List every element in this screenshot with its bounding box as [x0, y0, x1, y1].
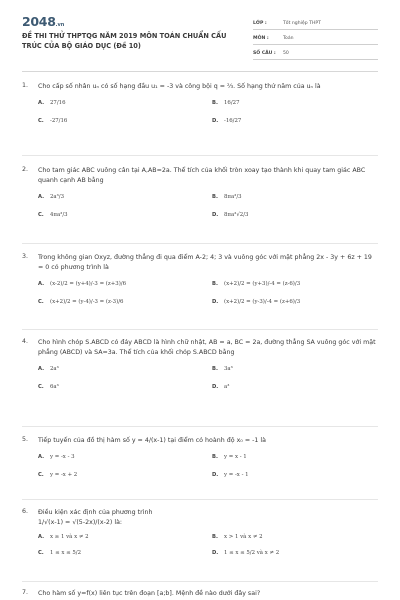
- option-a[interactable]: [38, 194, 212, 200]
- option-value: 1 ≤ x ≤ 5/2: [50, 550, 82, 556]
- option-value: (x+2)/2 = (y-3)/-4 = (z+6)/3: [224, 299, 301, 305]
- site-logo[interactable]: [22, 14, 64, 29]
- option-label: A.: [38, 281, 45, 287]
- question-2: [22, 166, 378, 218]
- question-number: 7.: [22, 589, 29, 596]
- option-d[interactable]: [212, 118, 386, 124]
- question-text-line1: Điều kiện xác định của phương trình: [38, 509, 153, 516]
- option-c[interactable]: [38, 550, 212, 556]
- answer-options: [38, 366, 378, 390]
- option-label: B.: [212, 366, 218, 372]
- exam-title: ĐỀ THI THỬ THPTQG NĂM 2019 MÔN TOÁN CHUẨN CẤU TRÚC CỦA BỘ GIÁO DỤC (Đề 10): [22, 32, 227, 50]
- logo-suffix: .vn: [55, 22, 65, 28]
- question-number: 4.: [22, 338, 29, 345]
- question-text: Trong không gian Oxyz, đường thẳng đi qua điểm A-2; 4; 3 và vuông góc với mặt phẳng 2x - 3y + 6z + 19 = 0 có phương trình là: [38, 254, 372, 271]
- option-c[interactable]: [38, 299, 212, 305]
- option-b[interactable]: [212, 194, 386, 200]
- option-value: (x-2)/2 = (y+4)/-3 = (z+3)/6: [50, 281, 127, 287]
- option-label: A.: [38, 194, 45, 200]
- option-value: 1 ≤ x ≤ 5/2 và x ≠ 2: [224, 550, 280, 556]
- option-value: 16/27: [224, 100, 240, 106]
- question-divider: [22, 329, 378, 330]
- option-value: y = -x + 2: [50, 472, 78, 478]
- option-b[interactable]: [212, 281, 386, 287]
- option-c[interactable]: [38, 472, 212, 478]
- option-value: y = -x - 3: [50, 454, 75, 460]
- option-label: D.: [212, 550, 219, 556]
- option-label: B.: [212, 281, 218, 287]
- option-value: -16/27: [224, 118, 242, 124]
- option-label: C.: [38, 299, 44, 305]
- option-b[interactable]: [212, 454, 386, 460]
- option-label: D.: [212, 118, 219, 124]
- option-label: C.: [38, 212, 44, 218]
- option-label: A.: [38, 100, 45, 106]
- meta-value: Tốt nghiệp THPT: [283, 21, 321, 26]
- option-label: A.: [38, 454, 45, 460]
- option-value: (x+2)/2 = (y-4)/-3 = (z-3)/6: [50, 299, 124, 305]
- question-text: Cho hàm số y=f(x) liên tục trên đoạn [a;b]. Mệnh đề nào dưới đây sai?: [38, 590, 261, 597]
- exam-meta: [253, 15, 378, 60]
- question-text-line2: 1/√(x-1) = √(5-2x)/(x-2) là:: [38, 519, 123, 526]
- question-number: 3.: [22, 253, 29, 260]
- option-d[interactable]: [212, 212, 386, 218]
- option-value: 2a³/3: [50, 194, 65, 200]
- option-label: B.: [212, 100, 218, 106]
- meta-key: LỚP :: [253, 21, 267, 26]
- option-value: 8πa³/3: [224, 194, 242, 200]
- question-divider: [22, 155, 378, 156]
- option-d[interactable]: [212, 550, 386, 556]
- question-7: [22, 589, 378, 599]
- option-c[interactable]: [38, 118, 212, 124]
- option-b[interactable]: [212, 100, 386, 106]
- option-c[interactable]: [38, 212, 212, 218]
- option-value: a³: [224, 384, 230, 390]
- answer-options: [38, 281, 378, 305]
- option-label: B.: [212, 534, 218, 540]
- meta-row-subject: [253, 30, 378, 45]
- answer-options: [38, 454, 378, 478]
- question-text: Tiếp tuyến của đồ thị hàm số y = 4/(x-1) tại điểm có hoành độ x₀ = -1 là: [38, 437, 266, 444]
- question-number: 6.: [22, 508, 29, 515]
- option-label: C.: [38, 118, 44, 124]
- option-value: y = x - 1: [224, 454, 247, 460]
- option-a[interactable]: [38, 366, 212, 372]
- option-value: 8πa³√2/3: [224, 212, 249, 218]
- option-label: B.: [212, 454, 218, 460]
- question-divider: [22, 243, 378, 244]
- option-label: D.: [212, 384, 219, 390]
- option-label: D.: [212, 472, 219, 478]
- option-label: A.: [38, 366, 45, 372]
- question-divider: [22, 499, 378, 500]
- option-a[interactable]: [38, 534, 212, 540]
- question-number: 5.: [22, 436, 29, 443]
- question-4: [22, 338, 378, 390]
- meta-key: SỐ CÂU :: [253, 51, 276, 56]
- question-1: [22, 82, 378, 124]
- option-value: (x+2)/2 = (y+3)/-4 = (z-6)/3: [224, 281, 301, 287]
- question-number: 2.: [22, 166, 29, 173]
- question-divider: [22, 426, 378, 427]
- option-value: x > 1 và x ≠ 2: [224, 534, 263, 540]
- option-label: C.: [38, 472, 44, 478]
- header-divider: [22, 71, 378, 72]
- meta-row-class: [253, 15, 378, 30]
- option-value: 3a³: [224, 366, 233, 372]
- question-divider: [22, 581, 378, 582]
- question-number: 1.: [22, 82, 29, 89]
- question-text: Cho hình chóp S.ABCD có đáy ABCD là hình chữ nhật, AB = a, BC = 2a, đường thẳng SA vuông góc với mặt phẳng (ABCD) và SA=3a. Thể tích của khối chóp S.ABCD bằng: [38, 339, 376, 356]
- answer-options: [38, 194, 378, 218]
- question-3: [22, 253, 378, 305]
- option-b[interactable]: [212, 534, 386, 540]
- option-value: x ≥ 1 và x ≠ 2: [50, 534, 89, 540]
- option-label: D.: [212, 299, 219, 305]
- option-a[interactable]: [38, 281, 212, 287]
- option-d[interactable]: [212, 299, 386, 305]
- question-text: [38, 508, 378, 528]
- option-a[interactable]: [38, 454, 212, 460]
- answer-options: [38, 100, 378, 124]
- question-6: [22, 508, 378, 556]
- option-value: 2a³: [50, 366, 59, 372]
- question-5: [22, 436, 378, 478]
- option-label: A.: [38, 534, 45, 540]
- option-label: D.: [212, 212, 219, 218]
- meta-key: MÔN :: [253, 36, 269, 41]
- option-label: B.: [212, 194, 218, 200]
- question-text: Cho tam giác ABC vuông cân tại A,AB=2a. Thể tích của khối tròn xoay tạo thành khi quay tam giác ABC quanh cạnh AB bằng: [38, 167, 366, 184]
- option-d[interactable]: [212, 384, 386, 390]
- option-label: C.: [38, 384, 44, 390]
- exam-header: [0, 0, 400, 70]
- option-c[interactable]: [38, 384, 212, 390]
- option-a[interactable]: [38, 100, 212, 106]
- option-value: 6a³: [50, 384, 59, 390]
- option-value: -27/16: [50, 118, 68, 124]
- option-value: y = -x - 1: [224, 472, 249, 478]
- meta-value: Toán: [283, 36, 294, 41]
- logo-text: 2048: [22, 14, 56, 29]
- option-value: 4πa³/3: [50, 212, 68, 218]
- question-text: Cho cấp số nhân uₙ có số hạng đầu u₁ = -3 và công bội q = ⅔. Số hạng thứ năm của uₙ là: [38, 83, 321, 90]
- option-b[interactable]: [212, 366, 386, 372]
- option-label: C.: [38, 550, 44, 556]
- option-value: 27/16: [50, 100, 66, 106]
- option-d[interactable]: [212, 472, 386, 478]
- meta-row-count: [253, 45, 378, 60]
- meta-value: 50: [283, 51, 289, 56]
- answer-options: [38, 534, 378, 556]
